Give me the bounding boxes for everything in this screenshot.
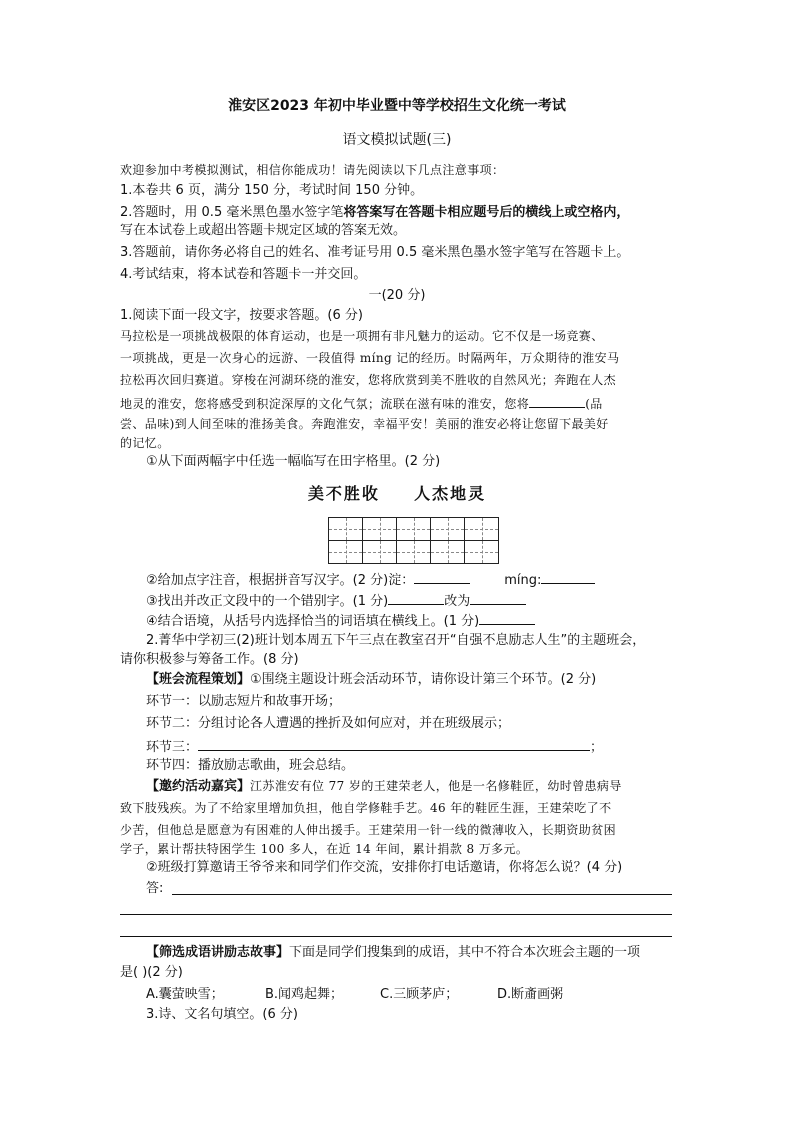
passage-line: 的记忆。 — [120, 436, 170, 450]
guest-line: 致下肢残疾。为了不给家里增加负担，他自学修鞋手艺。46 年的鞋匠生涯，王建荣吃了不 — [120, 801, 612, 815]
answer-blank[interactable] — [388, 590, 444, 605]
option-c[interactable]: C.三顾茅庐； — [380, 987, 459, 1002]
notice-item-3: 3.答题前，请你务必将自己的姓名、准考证号用 0.5 毫米黑色墨水签字笔写在答题卡上。 — [120, 245, 630, 260]
plan-section — [146, 671, 596, 689]
grid-cell[interactable] — [329, 518, 363, 541]
subquestion-3-change: 改为 — [444, 594, 471, 609]
grid-cell[interactable] — [465, 518, 499, 541]
guest-line: 学子，累计帮扶特困学生 100 多人，在近 14 年间，累计捐款 8 万多元。 — [120, 842, 529, 856]
passage-line: 拉松再次回归赛道。穿梭在河湖环绕的淮安，您将欣赏到美不胜收的自然风光；奔跑在人杰 — [120, 373, 617, 387]
guest-tag: 【邀约活动嘉宾】 — [146, 779, 251, 794]
question-3: 3.诗、文名句填空。(6 分) — [146, 1007, 298, 1022]
answer-label: 答: — [146, 881, 164, 896]
tianzige-grid[interactable] — [328, 517, 499, 564]
subquestion-2-text: ②给加点字注音，根据拼音写汉字。(2 分)淀： — [146, 573, 415, 588]
question-2-cont: 请你积极参与筹备工作。(8 分) — [120, 652, 299, 667]
passage-line: 一项挑战，更是一次身心的远游、一段值得 míng 记的经历。时隔两年，万众期待的淮安马 — [120, 351, 620, 365]
passage-text: 地灵的淮安，您将感受到积淀深厚的文化气氛；流联在滋有味的淮安，您将 — [120, 397, 530, 411]
answer-blank[interactable] — [470, 590, 526, 605]
step-4: 环节四：播放励志歌曲，班会总结。 — [146, 758, 355, 773]
notice-item-2 — [120, 204, 629, 222]
subquestion-4 — [146, 610, 535, 631]
subquestion-4-text: ④结合语境，从括号内选择恰当的词语填在横线上。(1 分) — [146, 614, 480, 629]
notice-item-4: 4.考试结束，将本试卷和答题卡一并交回。 — [120, 267, 367, 282]
answer-line[interactable] — [172, 894, 672, 895]
idiom-tag: 【筛选成语讲励志故事】 — [146, 945, 290, 960]
step-3-blank[interactable] — [198, 736, 590, 751]
exam-subtitle: 语文模拟试题(三) — [342, 132, 452, 148]
step-2: 环节二：分组讨论各人遭遇的挫折及如何应对，并在班级展示； — [146, 716, 511, 731]
idiom-section — [146, 944, 640, 962]
idiom-text: 下面是同学们搜集到的成语，其中不符合本次班会主题的一项 — [289, 945, 641, 960]
plan-text: ①围绕主题设计班会活动环节，请你设计第三个环节。(2 分) — [250, 672, 597, 687]
subquestion-1: ①从下面两幅字中任选一幅临写在田字格里。(2 分) — [146, 454, 441, 469]
subquestion-2-pinyin: míng: — [504, 573, 542, 588]
notice-item-1: 1.本卷共 6 页，满分 150 分，考试时间 150 分钟。 — [120, 183, 424, 198]
answer-blank[interactable] — [479, 610, 535, 625]
section-heading: 一(20 分) — [368, 288, 426, 303]
notice-item-2-cont: 写在本试卷上或超出答题卡规定区域的答案无效。 — [120, 223, 407, 238]
calligraphy-sample-2: 人杰地灵 — [414, 484, 487, 503]
subquestion-2 — [146, 569, 595, 590]
exam-title: 淮安区2023 年初中毕业暨中等学校招生文化统一考试 — [228, 98, 566, 114]
grid-cell[interactable] — [465, 541, 499, 564]
step-3-label: 环节三： — [146, 740, 199, 755]
answer-line[interactable] — [120, 936, 672, 937]
answer-blank[interactable] — [541, 569, 595, 584]
passage-line: 尝、品味)到人间至味的淮扬美食。奔跑淮安，幸福平安！美丽的淮安必将让您留下最美好 — [120, 417, 609, 431]
question-2: 2.菁华中学初三(2)班计划本周五下午三点在教室召开“自强不息励志人生”的主题班会， — [146, 633, 646, 648]
answer-line[interactable] — [120, 914, 672, 915]
passage-line — [120, 393, 603, 413]
subquestion-3 — [146, 590, 526, 611]
grid-cell[interactable] — [431, 518, 465, 541]
subquestion-3-text: ③找出并改正文段中的一个错别字。(1 分) — [146, 594, 389, 609]
step-1: 环节一：以励志短片和故事开场； — [146, 694, 342, 709]
passage-blank[interactable] — [529, 393, 585, 408]
option-a[interactable]: A.囊萤映雪； — [146, 987, 224, 1002]
answer-blank[interactable] — [414, 569, 470, 584]
guest-text: 江苏淮安有位 77 岁的王建荣老人，他是一名修鞋匠，幼时曾患病导 — [250, 779, 622, 793]
passage-text: (品 — [585, 397, 603, 411]
notice-item-2-bold: 将答案写在答题卡相应题号后的横线上或空格内， — [343, 205, 630, 220]
calligraphy-sample-1: 美不胜收 — [307, 484, 380, 503]
notice-intro: 欢迎参加中考模拟测试，相信你能成功！请先阅读以下几点注意事项： — [120, 163, 505, 177]
guest-line: 少苦，但他总是愿意为有困难的人伸出援手。王建荣用一针一线的微薄收入，长期资助贫困 — [120, 823, 617, 837]
grid-cell[interactable] — [397, 518, 431, 541]
passage-line: 马拉松是一项挑战极限的体育运动，也是一项拥有非凡魅力的运动。它不仅是一场竞赛、 — [120, 329, 604, 343]
plan-tag: 【班会流程策划】 — [146, 672, 251, 687]
option-b[interactable]: B.闻鸡起舞； — [265, 987, 344, 1002]
grid-cell[interactable] — [329, 541, 363, 564]
grid-cell[interactable] — [431, 541, 465, 564]
grid-cell[interactable] — [363, 518, 397, 541]
calligraphy-samples — [0, 483, 794, 507]
notice-item-2-text: 2.答题时，用 0.5 毫米黑色墨水签字笔 — [120, 205, 344, 220]
grid-cell[interactable] — [363, 541, 397, 564]
step-3 — [146, 736, 603, 757]
idiom-text-cont: 是( )(2 分) — [120, 965, 183, 980]
step-3-end: ； — [590, 740, 604, 755]
call-question: ②班级打算邀请王爷爷来和同学们作交流，安排你打电话邀请，你将怎么说？(4 分) — [146, 860, 623, 875]
grid-cell[interactable] — [397, 541, 431, 564]
guest-section — [146, 777, 622, 796]
option-d[interactable]: D.断齑画粥 — [497, 987, 564, 1002]
question-1: 1.阅读下面一段文字，按要求答题。(6 分) — [120, 308, 363, 323]
